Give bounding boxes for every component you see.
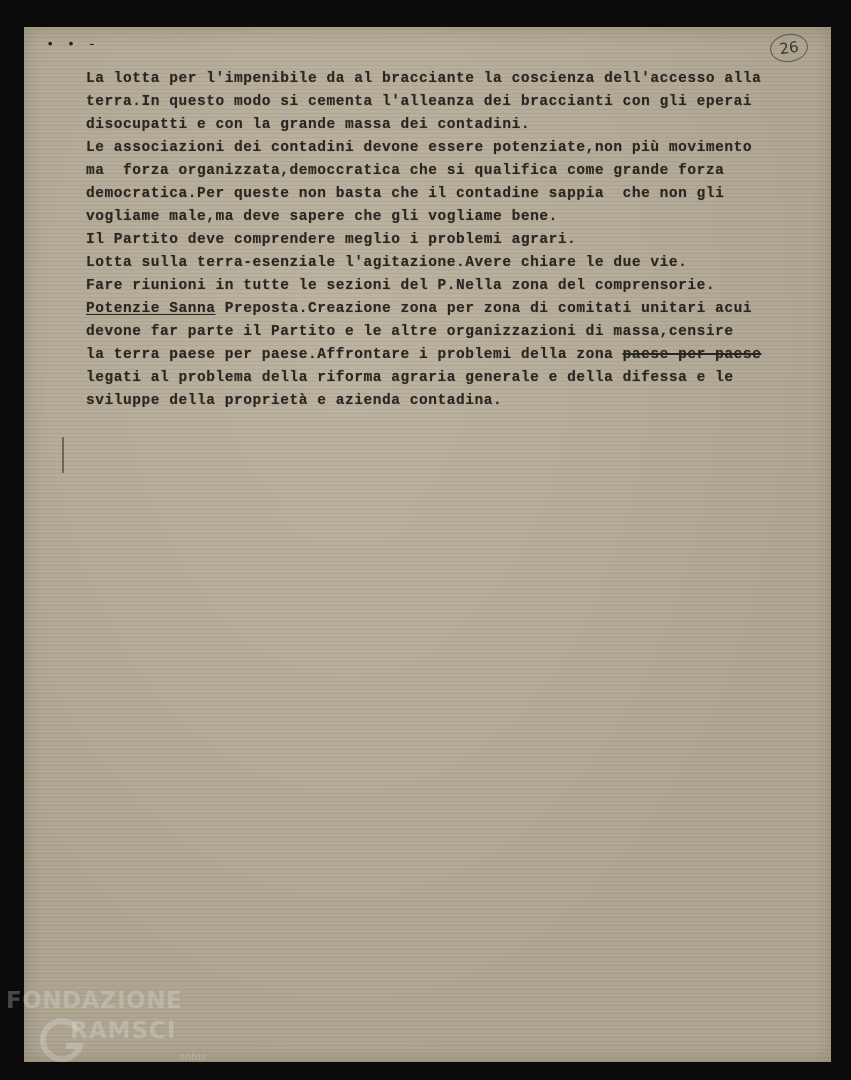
text-line: devone far parte il Partito e le altre organizzazioni di massa,censire: [86, 324, 734, 340]
text-line: sviluppe della proprietà e azienda contadina.: [86, 393, 503, 409]
line-text: la terra paese per paese.Affrontare i problemi della zona: [86, 347, 623, 363]
text-line: terra.In questo modo si cementa l'alleanza dei braccianti con gli eperai: [86, 94, 753, 110]
watermark-line-3: onlus: [179, 1052, 206, 1063]
speaker-text: Preposta.Creazione zona per zona di comitati unitari acui: [215, 301, 753, 317]
text-line: Il Partito deve comprendere meglio i problemi agrari.: [86, 232, 577, 248]
text-line: Fare riunioni in tutte le sezioni del P.Nella zona del comprensorie.: [86, 278, 716, 294]
watermark-line-2: RAMSCI: [70, 1018, 177, 1044]
document-sheet: [24, 27, 831, 1062]
speaker-name: Potenzie Sanna: [86, 301, 216, 317]
text-line-speaker: [86, 298, 821, 321]
corner-mark: • • -: [46, 37, 99, 53]
text-line: disocupatti e con la grande massa dei contadini.: [86, 117, 531, 133]
page-number-circled: 26: [768, 31, 810, 64]
struck-text: paese per paese: [622, 347, 762, 363]
text-line: Le associazioni dei contadini devone essere potenziate,non più movimento: [86, 140, 753, 156]
text-line: Lotta sulla terra-esenziale l'agitazione.Avere chiare le due vie.: [86, 255, 688, 271]
text-line: democratica.Per queste non basta che il contadine sappia che non gli: [86, 186, 725, 202]
text-line-with-strike: [86, 344, 821, 367]
text-line: legati al problema della riforma agraria generale e della difessa e le: [86, 370, 734, 386]
typewritten-text: [86, 68, 821, 413]
text-line: La lotta per l'impenibile da al bracciante la coscienza dell'accesso alla: [86, 71, 762, 87]
watermark-line-1: FONDAZIONE: [6, 988, 183, 1014]
margin-tick-mark: [62, 437, 64, 473]
text-line: vogliame male,ma deve sapere che gli vogliame bene.: [86, 209, 558, 225]
text-line: ma forza organizzata,democcratica che si qualifica come grande forza: [86, 163, 725, 179]
fondazione-gramsci-watermark: [6, 986, 216, 1076]
